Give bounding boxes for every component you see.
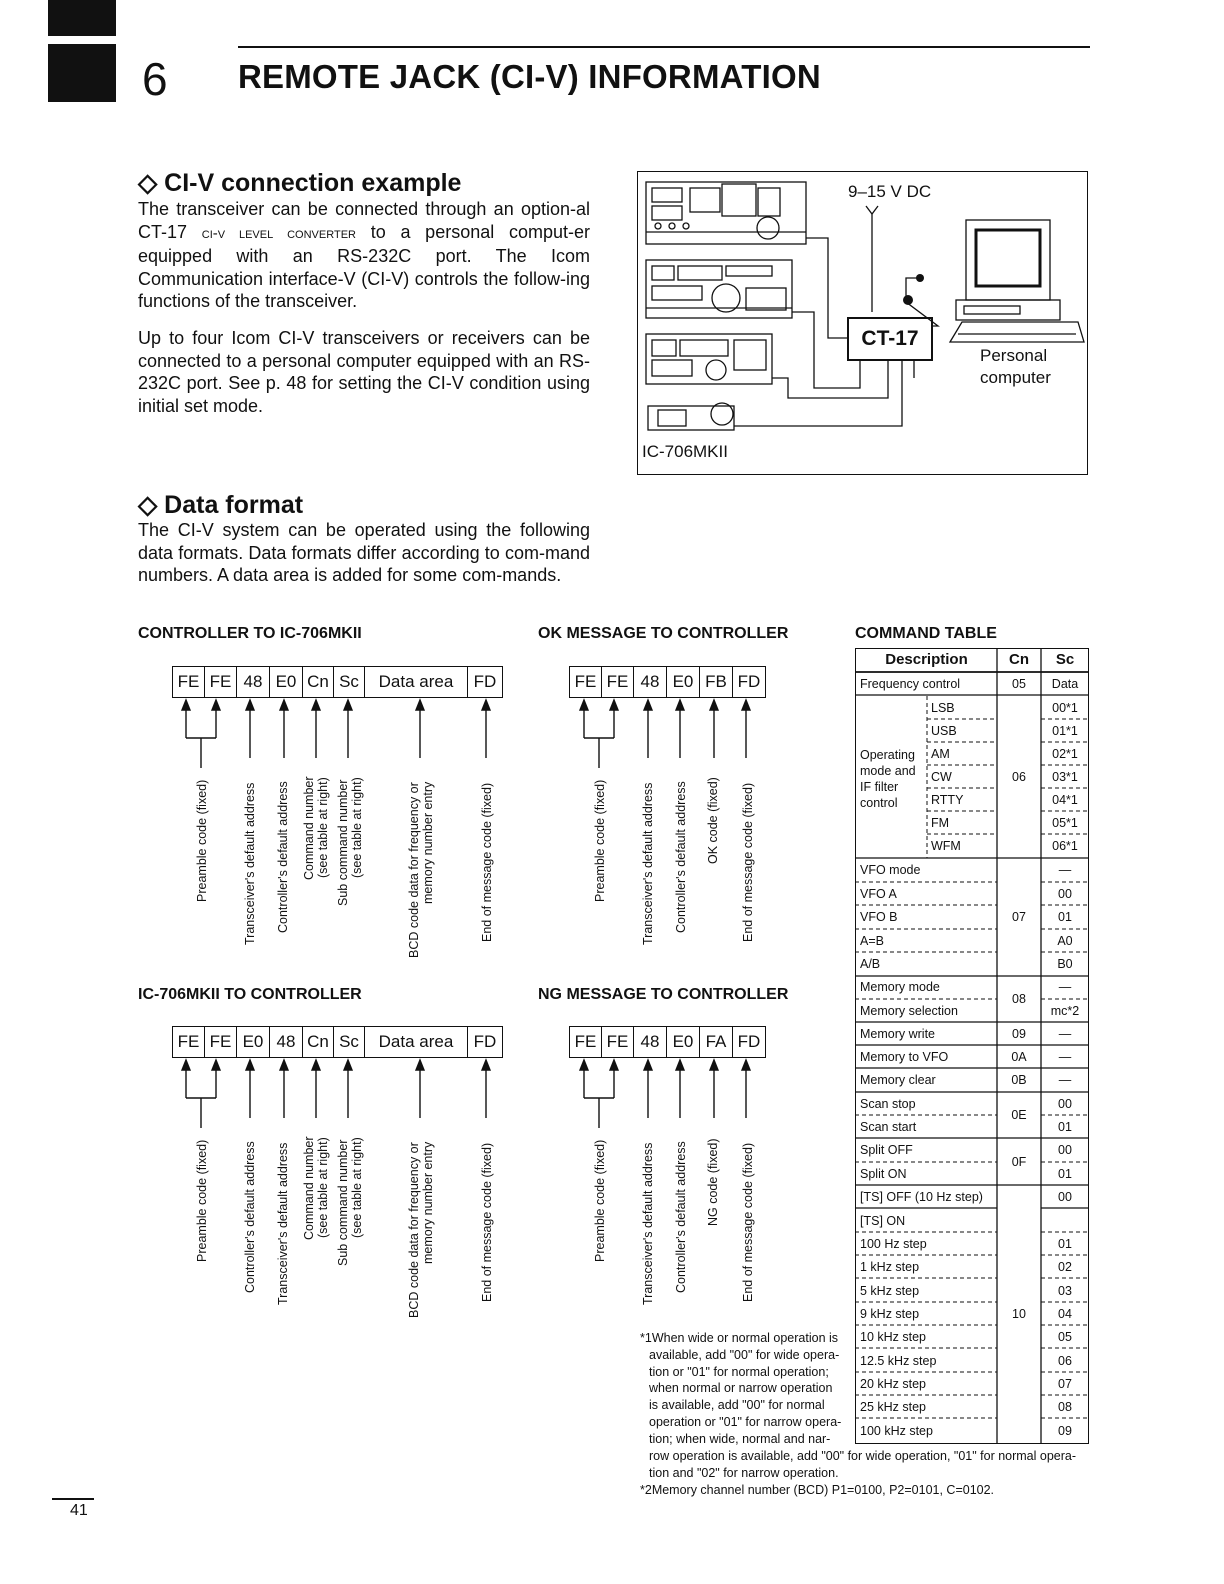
table-cell-sc: 05 xyxy=(1058,1330,1072,1344)
table-cell-sc: B0 xyxy=(1057,957,1073,971)
table-cell-sc: — xyxy=(1058,1027,1072,1041)
byte-cell: FE xyxy=(570,667,602,697)
table-cell-desc: Scan start xyxy=(860,1120,917,1134)
field-label: Preamble code (fixed) xyxy=(593,779,607,902)
byte-cell: 48 xyxy=(270,1027,303,1057)
table-cell-sc: 06*1 xyxy=(1052,839,1078,853)
table-cell-desc: Memory to VFO xyxy=(860,1050,949,1064)
footnote-line: operation or "01" for narrow opera- xyxy=(649,1414,842,1429)
table-cell-sc: mc*2 xyxy=(1050,1004,1080,1018)
byte-cell: FE xyxy=(173,667,205,697)
table-cell-sc: A0 xyxy=(1057,934,1073,948)
table-cell-sc: 08 xyxy=(1058,1400,1072,1414)
table-cell-desc: 10 kHz step xyxy=(860,1330,927,1344)
table-cell-sc: — xyxy=(1058,980,1072,994)
table-cell-desc: Scan stop xyxy=(860,1097,916,1111)
computer-label-1: Personal xyxy=(980,346,1048,365)
table-header-sc: Sc xyxy=(1055,651,1075,668)
table-cell-sc: 00*1 xyxy=(1052,701,1078,715)
byte-cell: E0 xyxy=(667,667,700,697)
computer-label-2: computer xyxy=(980,368,1051,387)
byte-cell: Sc xyxy=(334,667,365,697)
table-cell-desc: VFO mode xyxy=(860,863,921,877)
table-cell-sc: 01 xyxy=(1058,1167,1072,1181)
frame-title-ng: NG MESSAGE TO CONTROLLER xyxy=(538,986,789,1003)
connection-diagram xyxy=(637,171,1088,475)
field-label: BCD code data for frequency or xyxy=(407,1142,421,1318)
table-cell-cn: 06 xyxy=(1012,770,1026,784)
byte-cell: FB xyxy=(700,667,733,697)
field-label: BCD code data for frequency or xyxy=(407,782,421,958)
table-cell-sc: 04*1 xyxy=(1052,793,1078,807)
table-cell-cn: 07 xyxy=(1012,910,1026,924)
footnote-line: is available, add "00" for normal xyxy=(649,1398,825,1413)
byte-cell: 48 xyxy=(634,1027,667,1057)
table-cell-sc: 05*1 xyxy=(1052,816,1078,830)
table-cell-cn: 0E xyxy=(1011,1108,1027,1122)
chapter-number: 6 xyxy=(142,53,168,105)
table-cell-cn: 0F xyxy=(1011,1155,1027,1169)
table-cell-desc: Memory mode xyxy=(860,980,940,994)
byte-cell: FE xyxy=(602,1027,634,1057)
field-label: OK code (fixed) xyxy=(706,777,720,864)
table-cell-desc: 1 kHz step xyxy=(860,1260,920,1274)
table-cell-cn: 09 xyxy=(1012,1027,1026,1041)
ct17-label: CT-17 xyxy=(861,327,919,350)
field-label: End of message code (fixed) xyxy=(741,1142,755,1302)
byte-cell: Cn xyxy=(303,667,334,697)
table-cell-sc: 04 xyxy=(1058,1307,1072,1321)
byte-cell: FD xyxy=(473,1032,497,1051)
field-label: Controller's default address xyxy=(243,1141,257,1293)
table-cell-cn: 0A xyxy=(1011,1050,1027,1064)
byte-cell: FE xyxy=(205,667,237,697)
table-cell-desc: 9 kHz step xyxy=(860,1307,920,1321)
frame-title-ok: OK MESSAGE TO CONTROLLER xyxy=(538,625,789,642)
table-cell-group: mode and xyxy=(860,764,916,778)
table-cell-desc: [TS] ON xyxy=(860,1214,906,1228)
radio-model-label: IC-706MKII xyxy=(642,442,728,461)
field-label: Preamble code (fixed) xyxy=(195,1139,209,1262)
table-cell-sc: 00 xyxy=(1058,887,1072,901)
table-cell-desc: RTTY xyxy=(931,793,964,807)
table-cell-sc: 09 xyxy=(1058,1424,1072,1438)
footnote-2: *2Memory channel number (BCD) P1=0100, P2=0101, C=0102. xyxy=(640,1483,995,1497)
field-label: memory number entry xyxy=(421,1141,435,1264)
footnote-line: tion; when wide, normal and nar- xyxy=(649,1431,831,1446)
field-label: Transceiver's default address xyxy=(641,782,655,945)
frame-bytes-radio-to-ctrl xyxy=(172,1026,503,1058)
frame-bytes-ok xyxy=(569,666,766,698)
byte-cell: FD xyxy=(737,672,761,691)
footnote-line: tion and "02" for narrow operation. xyxy=(649,1465,839,1480)
table-cell-sc: — xyxy=(1058,863,1072,877)
table-cell-desc: 25 kHz step xyxy=(860,1400,927,1414)
table-cell-desc: [TS] OFF (10 Hz step) xyxy=(860,1190,983,1204)
table-cell-desc: 5 kHz step xyxy=(860,1284,920,1298)
table-cell-desc: A/B xyxy=(860,957,881,971)
field-label: Controller's default address xyxy=(276,781,290,933)
byte-cell: E0 xyxy=(237,1027,270,1057)
table-header-description: Description xyxy=(885,651,968,668)
field-label: Command number xyxy=(302,1136,316,1240)
connection-paragraph-2: Up to four Icom CI-V transceivers or receivers can be connected to a personal computer equipped with an RS-232C port. See p. 48 for setting the CI-V condition using initial set mode. xyxy=(138,328,590,416)
data-format-heading: ◇ Data format xyxy=(138,491,304,519)
table-cell-desc: Memory write xyxy=(860,1027,936,1041)
field-label: End of message code (fixed) xyxy=(741,782,755,942)
table-cell-desc: Split ON xyxy=(860,1167,907,1181)
table-cell-desc: WFM xyxy=(931,839,961,853)
table-cell-sc: 01 xyxy=(1058,1120,1072,1134)
footnote-1-continued xyxy=(649,1448,1094,1482)
table-cell-sc: 01 xyxy=(1058,1237,1072,1251)
field-label: Transceiver's default address xyxy=(243,782,257,945)
table-cell-group: IF filter xyxy=(860,780,899,794)
footnote-line: when normal or narrow operation xyxy=(649,1381,833,1396)
footnote-line: available, add "00" for wide opera- xyxy=(649,1347,840,1362)
table-cell-desc: Split OFF xyxy=(860,1143,913,1157)
footnote-line: tion or "01" for normal operation; xyxy=(649,1364,829,1379)
table-cell-group: Operating xyxy=(860,748,915,762)
chapter-tab-mark xyxy=(48,44,116,102)
table-cell-sc: 07 xyxy=(1058,1377,1072,1391)
table-cell-desc: USB xyxy=(931,724,957,738)
byte-cell: FA xyxy=(700,1027,733,1057)
table-cell-sc: 06 xyxy=(1058,1354,1072,1368)
frame-title-radio-to-ctrl: IC-706MKII TO CONTROLLER xyxy=(138,986,362,1003)
byte-cell: Sc xyxy=(334,1027,365,1057)
byte-cell: E0 xyxy=(667,1027,700,1057)
table-cell-desc: 12.5 kHz step xyxy=(860,1354,937,1368)
table-cell-desc: Memory clear xyxy=(860,1073,936,1087)
table-cell-sc: 00 xyxy=(1058,1190,1072,1204)
table-cell-cn: 10 xyxy=(1012,1307,1026,1321)
byte-cell: 48 xyxy=(237,667,270,697)
byte-cell: FE xyxy=(173,1027,205,1057)
table-cell-desc: FM xyxy=(931,816,950,830)
table-cell-desc: Frequency control xyxy=(860,677,961,691)
table-cell-desc: LSB xyxy=(931,701,955,715)
field-label: Preamble code (fixed) xyxy=(195,779,209,902)
field-label: (see table at right) xyxy=(350,1137,364,1238)
table-cell-sc: 02 xyxy=(1058,1260,1072,1274)
field-label: Controller's default address xyxy=(674,1141,688,1293)
table-cell-desc: CW xyxy=(931,770,952,784)
field-label: Command number xyxy=(302,776,316,880)
field-label: Transceiver's default address xyxy=(641,1142,655,1305)
frame-bytes-ng xyxy=(569,1026,766,1058)
chapter-rule xyxy=(238,46,1090,48)
table-cell-desc: AM xyxy=(931,747,950,761)
table-cell-cn: 0B xyxy=(1011,1073,1027,1087)
table-cell-sc: 01 xyxy=(1058,910,1072,924)
table-cell-sc: 00 xyxy=(1058,1143,1072,1157)
byte-cell: Data area xyxy=(365,1027,468,1057)
field-label: (see table at right) xyxy=(316,1137,330,1238)
byte-cell: FE xyxy=(602,667,634,697)
connection-paragraph-1: The transceiver can be connected through an option-al CT-17 ci-v level converter to a personal comput-er equipped with an RS-232C port. The Icom Communication interface-V (CI-V) controls the follow-ing functions of the transceiver. xyxy=(138,199,590,311)
byte-cell: Data area xyxy=(365,667,468,697)
table-cell-sc: 01*1 xyxy=(1052,724,1078,738)
table-cell-group: control xyxy=(860,796,898,810)
byte-cell: E0 xyxy=(270,667,303,697)
byte-cell: FD xyxy=(737,1032,761,1051)
field-label: Sub command number xyxy=(336,1139,350,1266)
field-label: End of message code (fixed) xyxy=(480,782,494,942)
frame-title-ctrl-to-radio: CONTROLLER TO IC-706MKII xyxy=(138,625,362,642)
chapter-title: REMOTE JACK (CI-V) INFORMATION xyxy=(238,58,821,95)
command-table xyxy=(855,648,1089,1444)
table-cell-sc: Data xyxy=(1051,677,1079,691)
table-cell-sc: — xyxy=(1058,1073,1072,1087)
field-label: End of message code (fixed) xyxy=(480,1142,494,1302)
table-cell-cn: 08 xyxy=(1012,992,1026,1006)
data-format-paragraph: The CI-V system can be operated using the following data formats. Data formats differ according to com-mand numbers. A data area is added for some com-mands. xyxy=(138,520,590,585)
field-label: Transceiver's default address xyxy=(276,1142,290,1305)
table-cell-desc: VFO A xyxy=(860,887,897,901)
byte-cell: FE xyxy=(570,1027,602,1057)
chapter-tab-mark xyxy=(48,0,116,36)
field-label: Controller's default address xyxy=(674,781,688,933)
table-cell-desc: Memory selection xyxy=(860,1004,958,1018)
field-label: Preamble code (fixed) xyxy=(593,1139,607,1262)
field-label: (see table at right) xyxy=(350,777,364,878)
connection-heading: ◇ CI-V connection example xyxy=(138,169,462,197)
page-number: 41 xyxy=(70,1502,88,1519)
footnote-1 xyxy=(640,1330,850,1448)
table-header-cn: Cn xyxy=(1009,651,1029,668)
field-label: Sub command number xyxy=(336,779,350,906)
byte-cell: FE xyxy=(205,1027,237,1057)
page-number-rule xyxy=(52,1498,94,1500)
table-cell-desc: 100 Hz step xyxy=(860,1237,927,1251)
byte-cell: FD xyxy=(473,672,497,691)
footnote-line: *1When wide or normal operation is xyxy=(640,1331,839,1345)
command-table-title: COMMAND TABLE xyxy=(855,625,997,642)
table-cell-sc: 03 xyxy=(1058,1284,1072,1298)
field-label: memory number entry xyxy=(421,781,435,904)
table-cell-sc: 03*1 xyxy=(1052,770,1078,784)
field-label: (see table at right) xyxy=(316,777,330,878)
table-cell-desc: A=B xyxy=(860,934,884,948)
table-cell-desc: 100 kHz step xyxy=(860,1424,933,1438)
table-cell-sc: 00 xyxy=(1058,1097,1072,1111)
footnote-line: row operation is available, add "00" for wide operation, "01" for normal opera- xyxy=(649,1449,1077,1463)
frame-bytes-ctrl-to-radio xyxy=(172,666,503,698)
table-cell-desc: VFO B xyxy=(860,910,898,924)
byte-cell: Cn xyxy=(303,1027,334,1057)
table-cell-sc: 02*1 xyxy=(1052,747,1078,761)
field-label: NG code (fixed) xyxy=(706,1138,720,1226)
table-cell-sc: — xyxy=(1058,1050,1072,1064)
table-cell-cn: 05 xyxy=(1012,677,1026,691)
table-cell-desc: 20 kHz step xyxy=(860,1377,927,1391)
power-label: 9–15 V DC xyxy=(848,182,932,201)
byte-cell: 48 xyxy=(634,667,667,697)
